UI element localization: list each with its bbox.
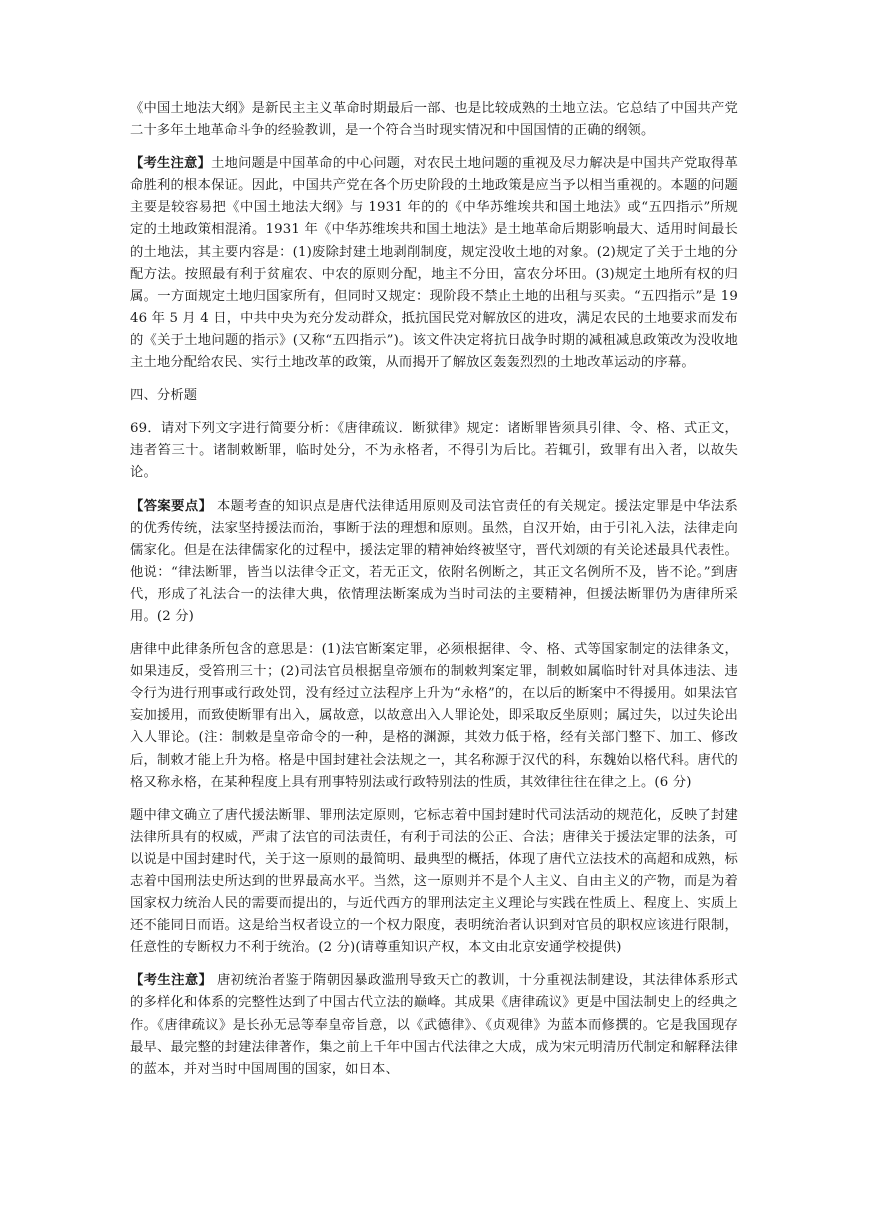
paragraph-tang-law-significance: 题中律文确立了唐代援法断罪、罪刑法定原则，它标志着中国封建时代司法活动的规范化，反映了封建法律所具有的权威，严肃了法官的司法责任，有利于司法的公正、合法；唐律关于援法定罪的法条，可以说是中国封建时代，关于这一原则的最简明、最典型的概括，体现了唐代立法技术的高超和成熟，标志着中国刑法史所达到的世界最高水平。当然，这一原则并不是个人主义、自由主义的产物，而是为着国家权力统治人民的需要而提出的，与近代西方的罪刑法定主义理论与实践在性质上、程度上、实质上还不能同日而语。这是给当权者设立的一个权力限度，表明统治者认识到对官员的职权应该进行限制，任意性的专断权力不利于统治。(2 分)(请尊重知识产权，本文由北京安通学校提供) xyxy=(130,807,738,956)
exam-note-text: 唐初统治者鉴于隋朝因暴政滥刑导致天亡的教训，十分重视法制建设，其法律体系形式的多样化和体系的完整性达到了中国古代立法的巅峰。其成果《唐律疏议》更是中国法制史上的经典之作。《唐律疏议》是长孙无忌等奉皇帝旨意，以《武德律》、《贞观律》为蓝本而修撰的。它是我国现存最早、最完整的封建法律著作，集之前上千年中国古代法律之大成，成为宋元明清历代制定和解释法律的蓝本，并对当时中国周围的国家，如日本、 xyxy=(130,973,738,1077)
question-69: 69．请对下列文字进行简要分析：《唐律疏议．断狱律》规定：诸断罪皆须具引律、令、格、式正文，违者笞三十。诸制敕断罪，临时处分，不为永格者，不得引为后比。若辄引，致罪有出入者，以故失论。 xyxy=(130,421,738,481)
exam-note-text: 土地问题是中国革命的中心问题，对农民土地问题的重视及尽力解决是中国共产党取得革命胜利的根本保证。因此，中国共产党在各个历史阶段的土地政策是应当予以相当重视的。本题的问题主要是较容易把《中国土地法大纲》与 1931 年的的《中华苏维埃共和国土地法》或“五四指示”所规定的土地政策相混淆。1931 年《中华苏维埃共和国土地法》是土地革命后期影响最大、适用时间最长的土地法，其主要内容是：(1)废除封建土地剥削制度，规定没收土地的对象。(2)规定了关于土地的分配方法。按照最有利于贫雇农、中农的原则分配，地主不分田，富农分坏田。(3)规定土地所有权的归属。一方面规定土地归国家所有，但同时又规定：现阶段不禁止土地的出租与买卖。“五四指示”是 1946 年 5 月 4 日，中共中央为充分发动群众，抵抗国民党对解放区的进攻，满足农民的土地要求而发布的《关于土地问题的指示》(又称“五四指示”)。该文件决定将抗日战争时期的减租减息政策改为没收地主土地分配给农民、实行土地改革的政策，从而揭开了解放区轰轰烈烈的土地改革运动的序幕。 xyxy=(130,156,738,371)
paragraph-land-law-summary: 《中国土地法大纲》是新民主主义革命时期最后一部、也是比较成熟的土地立法。它总结了中国共产党二十多年土地革命斗争的经验教训，是一个符合当时现实情况和中国国情的正确的纲领。 xyxy=(130,101,738,139)
exam-note-label: 【考生注意】 xyxy=(130,156,212,172)
paragraph-answer-points xyxy=(130,496,738,629)
section-heading-analysis: 四、分析题 xyxy=(130,388,198,404)
answer-points-label: 【答案要点】 xyxy=(130,498,213,514)
answer-points-text: 本题考查的知识点是唐代法律适用原则及司法官责任的有关规定。援法定罪是中华法系的优秀传统，法家坚持援法而治，事断于法的理想和原则。虽然，自汉开始，由于引礼入法，法律走向儒家化。但是在法律儒家化的过程中，援法定罪的精神始终被坚守，晋代刘颂的有关论述最具代表性。他说：“律法断罪，皆当以法律令正文，若无正文，依附名例断之，其正文名例所不及，皆不论。”到唐代，形成了礼法合一的法律大典，依情理法断案成为当时司法的主要精神，但援法断罪仍为唐律所采用。(2 分) xyxy=(130,498,738,624)
paragraph-exam-note-tang xyxy=(130,970,738,1080)
paragraph-exam-note-land xyxy=(130,153,738,374)
paragraph-tang-law-meaning: 唐律中此律条所包含的意思是：(1)法官断案定罪，必须根据律、令、格、式等国家制定的法律条文，如果违反，受笞刑三十；(2)司法官员根据皇帝颁布的制敕判案定罪，制敕如属临时针对具体违法、违令行为进行刑事或行政处罚，没有经过立法程序上升为“永格”的，在以后的断案中不得援用。如果法官妄加援用，而致使断罪有出入，属故意，以故意出入人罪论处，即采取反坐原则；属过失，以过失论出入人罪论。(注：制敕是皇帝命令的一种，是格的渊源，其效力低于格，经有关部门整下、加工、修改后，制敕才能上升为格。格是中国封建社会法规之一，其名称源于汉代的科，东魏始以格代科。唐代的格又称永格，在某种程度上具有刑事特别法或行政特别法的性质，其效律往往在律之上。(6 分) xyxy=(130,642,738,790)
document-page xyxy=(130,98,738,1092)
exam-note-label: 【考生注意】 xyxy=(130,973,213,989)
